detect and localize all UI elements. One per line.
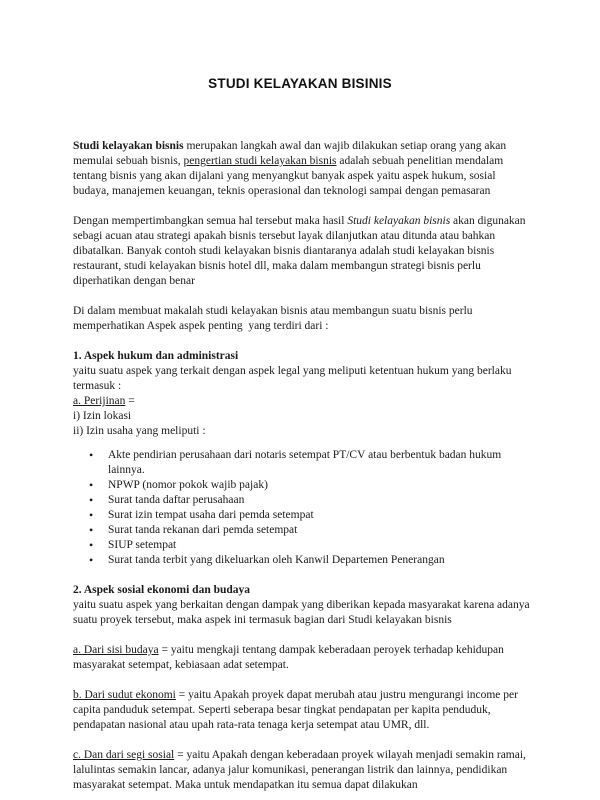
results-paragraph [73, 214, 533, 289]
izin-lokasi-item: i) Izin lokasi [73, 410, 132, 422]
document-body [73, 139, 533, 793]
list-item: • Surat tanda rekanan dari pemda setempat [108, 523, 533, 538]
results-term: Studi kelayakan bisnis [347, 215, 451, 227]
perijinan-suffix: = [125, 395, 135, 407]
results-text-1: Dengan mempertimbangkan semua hal tersebut maka hasil [73, 215, 348, 227]
izin-usaha-item: ii) Izin usaha yang meliputi : [73, 425, 206, 437]
ekonomi-paragraph [73, 688, 533, 733]
list-item: • NPWP (nomor pokok wajib pajak) [108, 478, 533, 493]
list-item: • Surat izin tempat usaha dari pemda setempat [108, 508, 533, 523]
definition-link[interactable]: pengertian studi kelayakan bisnis [183, 155, 337, 167]
list-item: • Surat tanda daftar perusahaan [108, 493, 533, 508]
budaya-paragraph [73, 643, 533, 673]
ekonomi-label: b. Dari sudut ekonomi [73, 689, 176, 701]
perijinan-line [73, 394, 533, 409]
list-item: • Surat tanda terbit yang dikeluarkan oleh Kanwil Departemen Penerangan [108, 553, 533, 568]
intro-term: Studi kelayakan bisnis [73, 140, 184, 152]
sosial-text: = yaitu Apakah dengan keberadaan proyek wilayah menjadi semakin ramai, lalulintas semakin lancar, adanya jalur komunikasi, penerangan listrik dan lainnya, pendidikan masyarakat setempat. Maka untuk mendapatkan itu semua dapat dilakukan [73, 749, 526, 791]
document-title: STUDI KELAYAKAN BISINIS [208, 76, 392, 91]
ekonomi-text: = yaitu Apakah proyek dapat merubah atau justru mengurangi income per capita panduduk setempat. Seperti seberapa besar tingkat pendapatan per kapita penduduk, pendapatan nasional atau upah rata-rata tenaga kerja setempat atau UMR, dll. [73, 689, 518, 731]
section-2-text: yaitu suatu aspek yang berkaitan dengan dampak yang diberikan kepada masyarakat karena adanya suatu proyek tersebut, maka aspek ini termasuk bagian dari Studi kelayakan bisnis [73, 599, 530, 626]
budaya-text: = yaitu mengkaji tentang dampak keberadaan peroyek terhadap kehidupan masyarakat setempat, kebiasaan adat setempat. [73, 644, 504, 671]
sosial-paragraph [73, 748, 533, 793]
results-text-2: akan digunakan sebagi acuan atau strategi apakah bisnis tersebut layak dilanjutkan atau ditunda atau bahkan dibatalkan. Banyak contoh studi kelayakan bisnis diantaranya adalah studi kelayakan bisnis restaurant, studi kelayakan bisnis hotel dll, maka dalam membangun strategi bisnis perlu diperhatikan dengan benar [73, 215, 526, 287]
sosial-label: c. Dan dari segi sosial [73, 749, 175, 761]
section-2-heading: 2. Aspek sosial ekonomi dan budaya [73, 584, 251, 596]
permits-list [73, 448, 533, 568]
budaya-label: a. Dari sisi budaya [73, 644, 159, 656]
perijinan-label: a. Perijinan [73, 395, 126, 407]
intro-paragraph [73, 139, 533, 199]
intro-text-2: adalah sebuah penelitian mendalam tentang bisnis yang akan dijalani yang menyangkut banyak aspek yaitu aspek hukum, sosial budaya, manajemen keuangan, teknis operasional dan teknologi sampai dengan pemasaran [73, 155, 504, 197]
aspects-paragraph: Di dalam membuat makalah studi kelayakan bisnis atau membangun suatu bisnis perlu memperhatikan Aspek aspek penting yang terdiri dari : [73, 305, 476, 332]
list-item: • Akte pendirian perusahaan dari notaris setempat PT/CV atau berbentuk badan hukum lainnya. [108, 448, 533, 478]
intro-text-1: merupakan langkah awal dan wajib dilakukan setiap orang yang akan memulai sebuah bisnis, [73, 140, 507, 167]
section-1-text: yaitu suatu aspek yang terkait dengan aspek legal yang meliputi ketentuan hukum yang berlaku termasuk : [73, 365, 512, 392]
section-1-heading: 1. Aspek hukum dan administrasi [73, 350, 239, 362]
list-item: • SIUP setempat [108, 538, 533, 553]
